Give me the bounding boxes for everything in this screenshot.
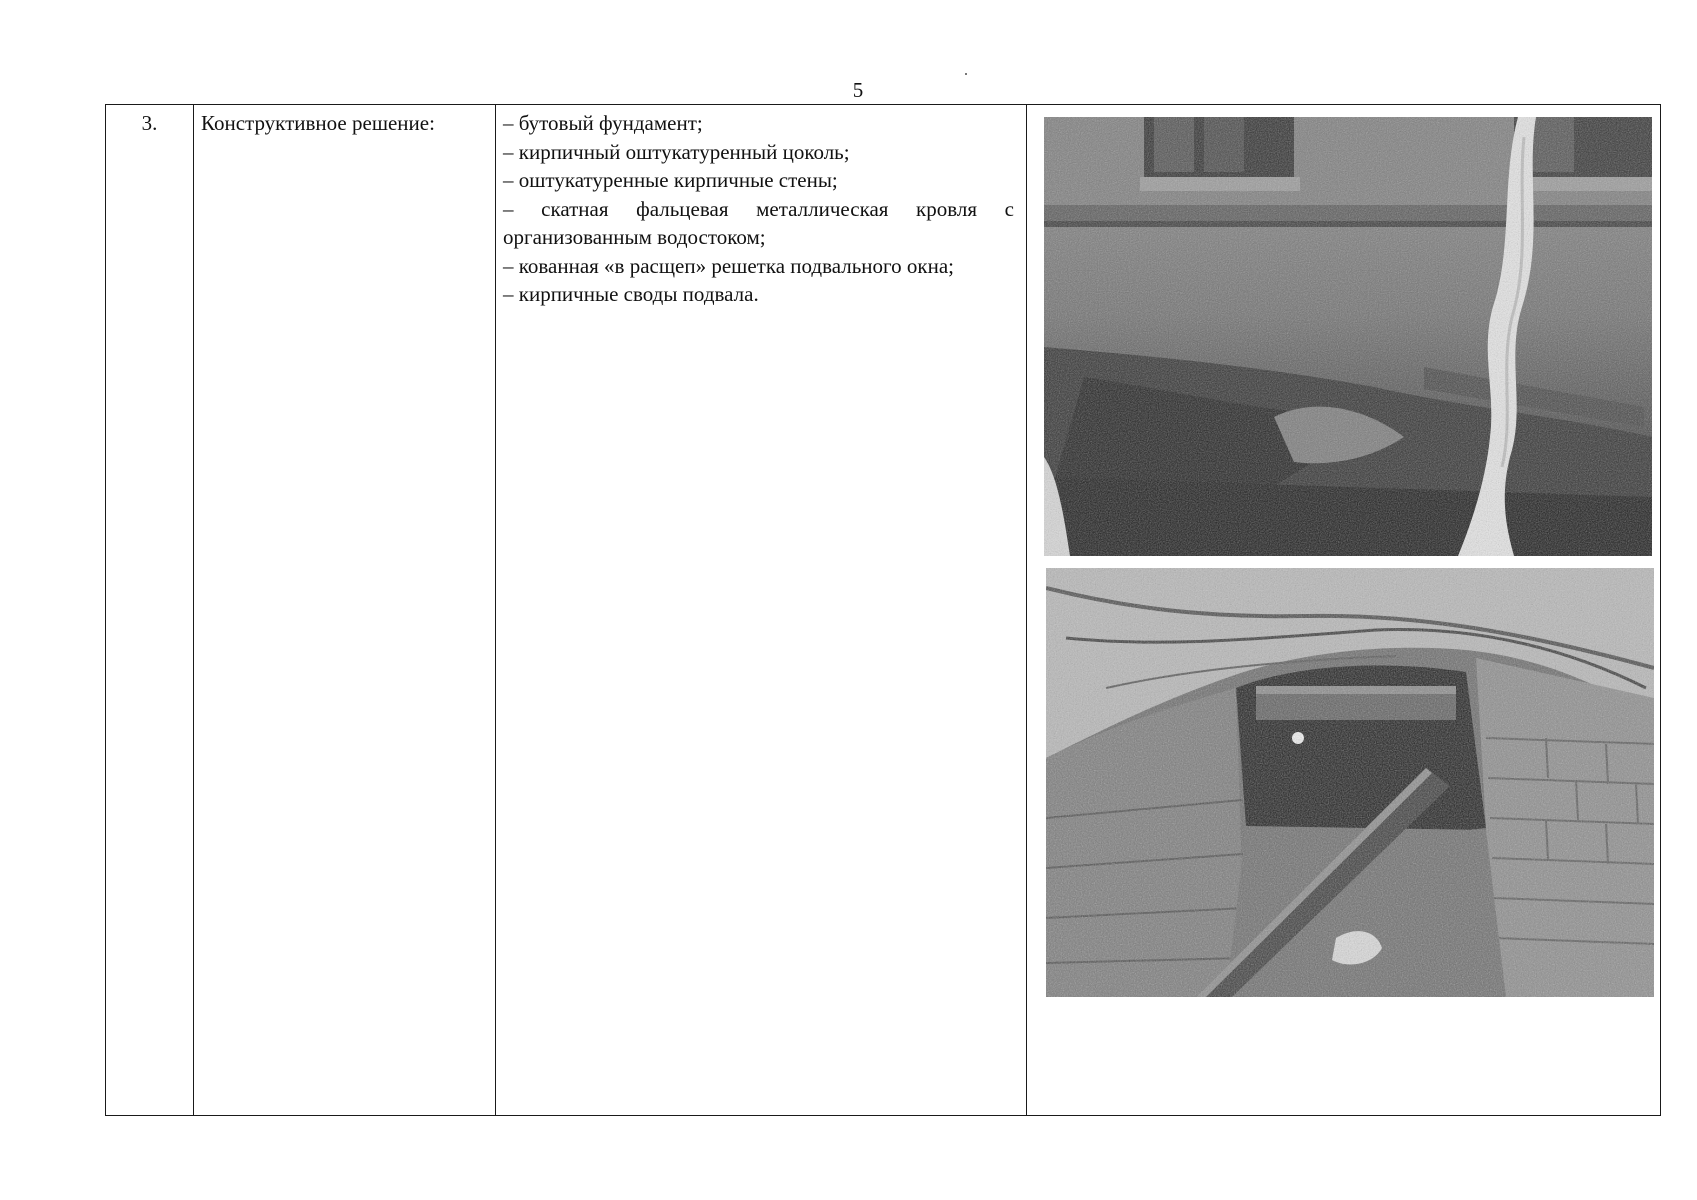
row-number-cell <box>106 105 193 1115</box>
row-photos-cell <box>1026 105 1662 1115</box>
row-label-cell <box>193 105 495 1115</box>
scan-speck <box>965 73 967 75</box>
description-item: – бутовый фундамент; <box>503 111 703 135</box>
description-item: – кованная «в расщеп» решетка подвального окна; <box>503 253 954 278</box>
row-label: Конструктивное решение: <box>201 111 435 135</box>
facade-plinth-photo <box>1044 117 1652 556</box>
description-item: – оштукатуренные кирпичные стены; <box>503 168 838 192</box>
page-number: 5 <box>852 78 864 102</box>
row-number: 3. <box>141 111 158 135</box>
description-item: – скатная фальцевая металлическая кровля с организованным водостоком; <box>503 196 1014 249</box>
description-item: – кирпичный оштукатуренный цоколь; <box>503 139 850 164</box>
description-table <box>105 104 1661 1116</box>
row-description-cell <box>495 105 1026 1115</box>
description-item: – кирпичные своды подвала. <box>503 282 759 306</box>
basement-vault-photo <box>1046 568 1654 997</box>
